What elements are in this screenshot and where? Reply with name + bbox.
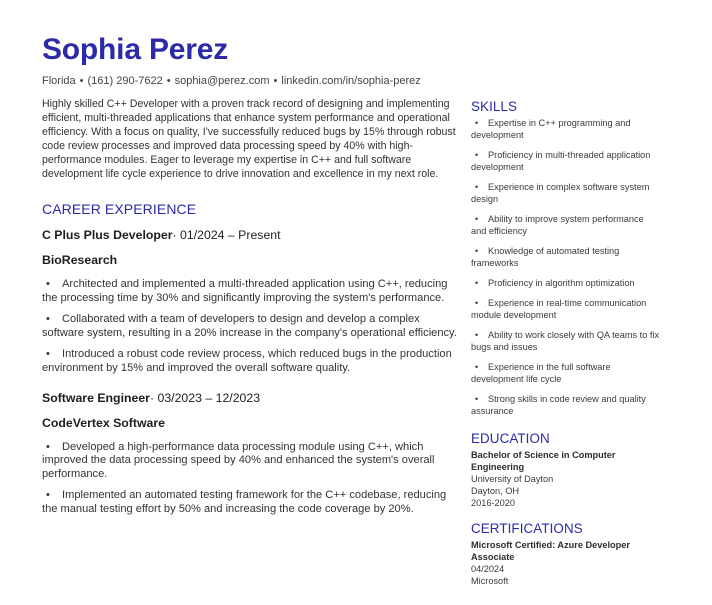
job-entry xyxy=(42,227,457,376)
certification-issuer: Microsoft xyxy=(471,576,509,586)
list-item xyxy=(42,489,457,516)
skill-text: Ability to work closely with QA teams to fix bugs and issues xyxy=(471,330,660,352)
bullet-icon: • xyxy=(475,362,479,372)
school-location: Dayton, OH xyxy=(471,486,519,496)
job-heading xyxy=(42,227,457,243)
skill-item xyxy=(471,329,661,353)
bullet-text: Architected and implemented a multi-threaded application using C++, reducing the processing time by 30% and significantly improving the system's performance. xyxy=(42,278,448,304)
bullet-icon: • xyxy=(475,246,479,256)
job-dates: · 03/2023 – 12/2023 xyxy=(149,390,261,405)
contact-email[interactable]: sophia@perez.com xyxy=(174,75,270,87)
bullet-text: Collaborated with a team of developers to design and develop a complex software system, resulting in a 20% increase in the company's operational efficiency. xyxy=(42,313,457,339)
contact-line xyxy=(42,74,421,88)
skill-item xyxy=(471,297,661,321)
separator: • xyxy=(273,75,278,87)
certification-date: 04/2024 xyxy=(471,564,505,574)
list-item xyxy=(42,441,457,482)
bullet-icon: • xyxy=(475,394,479,404)
section-title-skills: SKILLS xyxy=(471,99,518,114)
job-entry xyxy=(42,390,457,517)
skill-text: Ability to improve system performance and efficiency xyxy=(471,214,644,236)
bullet-icon: • xyxy=(46,489,50,502)
education-section xyxy=(471,431,661,509)
bullet-icon: • xyxy=(46,440,50,453)
main-column xyxy=(42,97,457,525)
skill-text: Experience in real-time communication module development xyxy=(471,298,647,320)
job-company: BioResearch xyxy=(42,253,118,267)
bullet-text: Implemented an automated testing framework for the C++ codebase, reducing the manual testing effort by 50% and increasing the code coverage by 20%. xyxy=(42,489,447,515)
skills-list xyxy=(471,117,661,417)
contact-phone: (161) 290-7622 xyxy=(87,75,163,87)
skill-item xyxy=(471,277,661,289)
section-title-experience: CAREER EXPERIENCE xyxy=(42,201,197,217)
skill-item xyxy=(471,393,661,417)
professional-summary: Highly skilled C++ Developer with a proven track record of designing and implementing efficient, multi-threaded applications that enhance system performance and operational efficiency. With a focus on quality, I've successfully reduced bugs by 15% through robust code review processes and improved data processing speed by 40% with high-performance modules. Eager to leverage my expertise in C++ and full software development life cycle experience to drive innovation and excellence in my next role. xyxy=(42,98,456,180)
skill-text: Strong skills in code review and quality assurance xyxy=(471,394,646,416)
bullet-icon: • xyxy=(475,278,479,288)
job-company: CodeVertex Software xyxy=(42,415,166,430)
list-item xyxy=(42,278,457,305)
separator: • xyxy=(166,75,171,87)
certifications-section xyxy=(471,521,661,587)
job-role: C Plus Plus Developer xyxy=(42,228,173,242)
skill-text: Expertise in C++ programming and development xyxy=(471,118,631,140)
list-item xyxy=(42,313,457,340)
job-heading xyxy=(42,390,457,406)
candidate-name: Sophia Perez xyxy=(42,33,228,66)
bullet-icon: • xyxy=(475,182,479,192)
section-title-certifications: CERTIFICATIONS xyxy=(471,521,583,536)
skill-text: Experience in complex software system design xyxy=(471,182,650,204)
bullet-icon: • xyxy=(475,118,479,128)
skill-item xyxy=(471,361,661,385)
certification-name: Microsoft Certified: Azure Developer Associate xyxy=(471,540,630,562)
bullet-icon: • xyxy=(475,330,479,340)
job-bullets xyxy=(42,278,457,376)
skill-item xyxy=(471,213,661,237)
separator: • xyxy=(79,75,84,87)
bullet-icon: • xyxy=(46,278,50,290)
skill-text: Proficiency in multi-threaded application development xyxy=(471,150,651,172)
list-item xyxy=(42,348,457,375)
degree: Bachelor of Science in Computer Engineering xyxy=(471,450,616,472)
job-dates: · 01/2024 – Present xyxy=(172,228,281,242)
job-bullets xyxy=(42,441,457,517)
school: University of Dayton xyxy=(471,474,554,484)
job-role: Software Engineer xyxy=(42,390,150,405)
skill-item xyxy=(471,117,661,141)
sidebar-column xyxy=(471,99,661,587)
contact-linkedin[interactable]: linkedin.com/in/sophia-perez xyxy=(281,75,421,87)
bullet-icon: • xyxy=(475,214,479,224)
education-years: 2016-2020 xyxy=(471,498,515,508)
education-entry xyxy=(471,449,661,509)
bullet-icon: • xyxy=(46,313,50,326)
skill-item xyxy=(471,245,661,269)
contact-location: Florida xyxy=(42,75,76,87)
section-title-education: EDUCATION xyxy=(471,431,550,446)
skill-text: Knowledge of automated testing frameworks xyxy=(471,246,620,268)
certification-entry xyxy=(471,539,661,587)
skill-item xyxy=(471,181,661,205)
skill-text: Proficiency in algorithm optimization xyxy=(488,278,635,288)
bullet-text: Introduced a robust code review process, which reduced bugs in the production environment by 15% and improved the overall software quality. xyxy=(42,348,452,374)
bullet-text: Developed a high-performance data processing module using C++, which improved the data processing speed by 40% and enhanced the system's overall performance. xyxy=(42,440,435,480)
bullet-icon: • xyxy=(475,150,479,160)
bullet-icon: • xyxy=(475,298,479,308)
skill-item xyxy=(471,149,661,173)
bullet-icon: • xyxy=(46,348,50,361)
skill-text: Experience in the full software development life cycle xyxy=(471,362,611,384)
